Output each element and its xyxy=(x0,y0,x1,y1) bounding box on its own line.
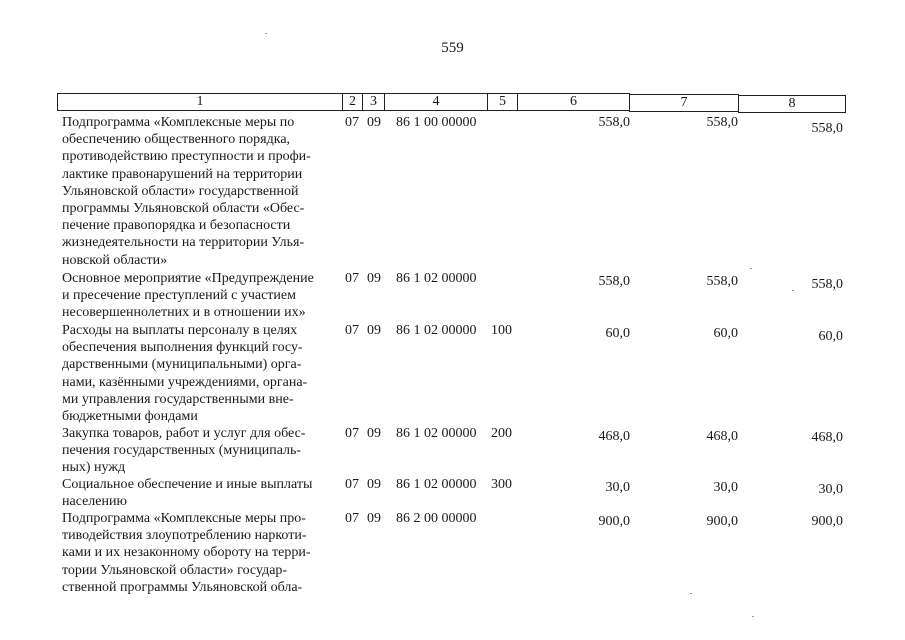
table-header xyxy=(57,93,846,113)
cell-col-7: 558,0 xyxy=(706,115,738,130)
header-col-7: 7 xyxy=(629,94,739,112)
cell-col-2: 07 xyxy=(345,323,359,338)
row-description: Подпрограмма «Комплексные меры по обеспечению общественного порядка, противодействию преступности и профи- лактике правонарушений на территории Ульяновской области» государственной программы Ульяновской области «Обес- печение правопорядка и безопасности жизнедеятельности на территории Улья- новской области» xyxy=(62,115,311,268)
cell-col-7: 60,0 xyxy=(713,326,738,341)
cell-col-6: 468,0 xyxy=(598,429,630,444)
cell-col-8: 558,0 xyxy=(811,121,843,136)
cell-col-7: 468,0 xyxy=(706,429,738,444)
cell-col-4: 86 1 00 00000 xyxy=(396,115,477,130)
header-col-5: 5 xyxy=(487,93,518,111)
cell-col-5: 200 xyxy=(491,426,512,441)
cell-col-4: 86 1 02 00000 xyxy=(396,271,477,286)
cell-col-4: 86 2 00 00000 xyxy=(396,511,477,526)
cell-col-5: 300 xyxy=(491,477,512,492)
cell-col-4: 86 1 02 00000 xyxy=(396,426,477,441)
cell-col-2: 07 xyxy=(345,426,359,441)
cell-col-7: 30,0 xyxy=(713,480,738,495)
header-col-1: 1 xyxy=(57,93,343,111)
cell-col-2: 07 xyxy=(345,115,359,130)
header-col-3: 3 xyxy=(362,93,385,111)
cell-col-3: 09 xyxy=(367,323,381,338)
scan-speck xyxy=(265,33,267,34)
scan-speck xyxy=(690,593,692,594)
cell-col-4: 86 1 02 00000 xyxy=(396,477,477,492)
header-col-6: 6 xyxy=(517,93,630,111)
cell-col-7: 558,0 xyxy=(706,274,738,289)
scan-speck xyxy=(792,290,794,291)
cell-col-3: 09 xyxy=(367,271,381,286)
cell-col-3: 09 xyxy=(367,115,381,130)
scan-speck xyxy=(750,268,752,269)
cell-col-3: 09 xyxy=(367,426,381,441)
cell-col-3: 09 xyxy=(367,477,381,492)
header-col-4: 4 xyxy=(384,93,488,111)
cell-col-3: 09 xyxy=(367,511,381,526)
row-description: Закупка товаров, работ и услуг для обес- печения государственных (муниципаль- ных) нужд xyxy=(62,426,306,476)
cell-col-6: 558,0 xyxy=(598,115,630,130)
cell-col-6: 558,0 xyxy=(598,274,630,289)
cell-col-8: 60,0 xyxy=(818,329,843,344)
row-description: Основное мероприятие «Предупреждение и пресечение преступлений с участием несовершеннолетних и в отношении их» xyxy=(62,271,314,321)
scan-speck xyxy=(752,616,754,617)
page-number: 559 xyxy=(441,40,464,56)
cell-col-8: 900,0 xyxy=(811,514,843,529)
cell-col-2: 07 xyxy=(345,271,359,286)
row-description: Расходы на выплаты персоналу в целях обеспечения выполнения функций госу- дарственными (муниципальными) орга- нами, казёнными учреждениями, органа- ми управления государственными вне- бюджетными фондами xyxy=(62,323,308,425)
row-description: Социальное обеспечение и иные выплаты населению xyxy=(62,477,313,510)
cell-col-8: 558,0 xyxy=(811,277,843,292)
header-col-8: 8 xyxy=(738,95,846,113)
cell-col-2: 07 xyxy=(345,511,359,526)
cell-col-4: 86 1 02 00000 xyxy=(396,323,477,338)
row-description: Подпрограмма «Комплексные меры про- тиводействия злоупотреблению наркоти- ками и их незаконному обороту на терри- тории Ульяновской области» государ- ственной программы Ульяновской обла- xyxy=(62,511,311,595)
cell-col-7: 900,0 xyxy=(706,514,738,529)
cell-col-8: 30,0 xyxy=(818,482,843,497)
cell-col-6: 60,0 xyxy=(605,326,630,341)
cell-col-2: 07 xyxy=(345,477,359,492)
header-col-2: 2 xyxy=(342,93,363,111)
cell-col-5: 100 xyxy=(491,323,512,338)
cell-col-6: 30,0 xyxy=(605,480,630,495)
cell-col-8: 468,0 xyxy=(811,430,843,445)
cell-col-6: 900,0 xyxy=(598,514,630,529)
